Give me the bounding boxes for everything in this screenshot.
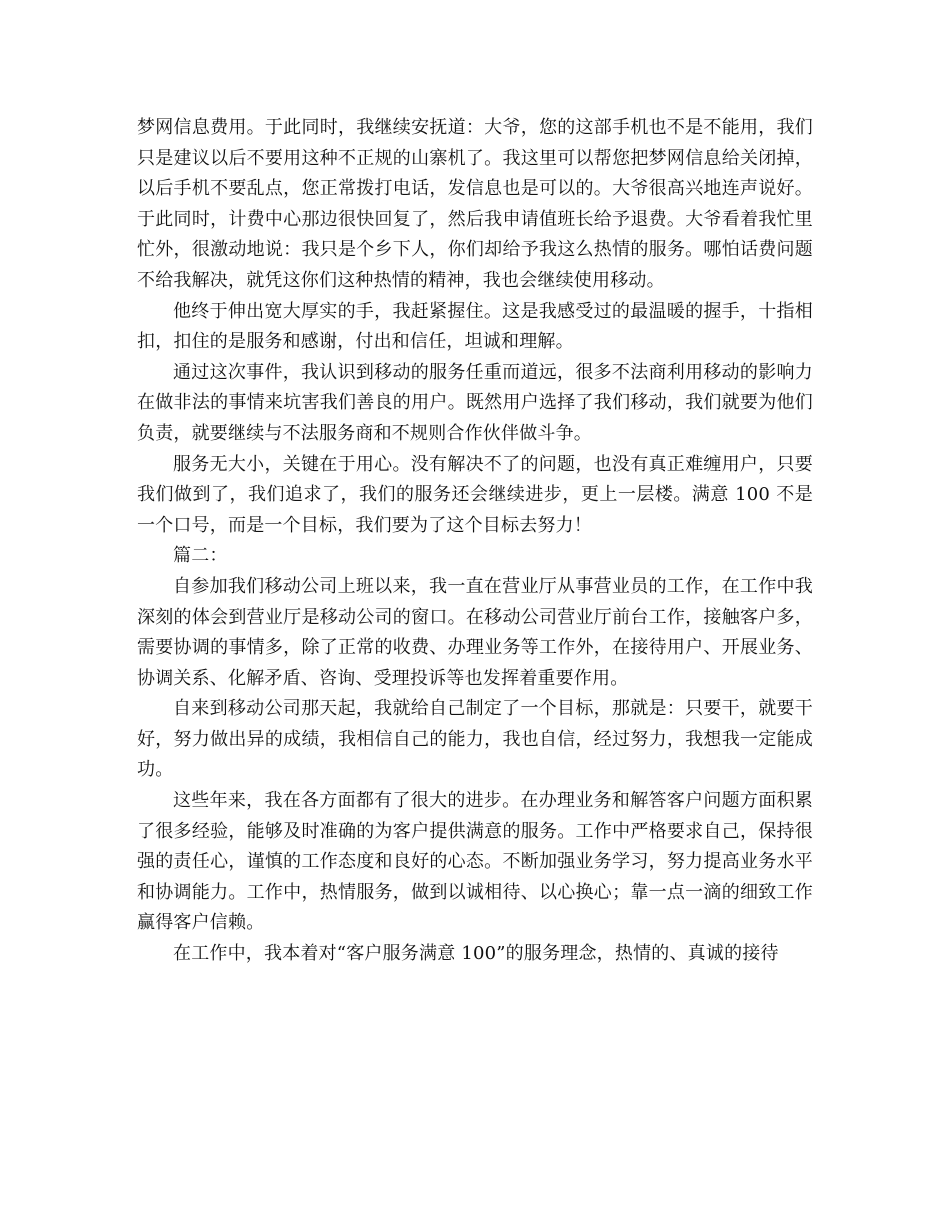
section-heading: 篇二：: [173, 545, 228, 567]
paragraph-6: 自来到移动公司那天起，我就给自己制定了一个目标，那就是：只要干，就要干好，努力做出异的成绩，我相信自己的能力，我也自信，经过努力，我想我一定能成功。: [137, 698, 813, 781]
paragraph-5: 自参加我们移动公司上班以来，我一直在营业厅从事营业员的工作，在工作中我深刻的体会到营业厅是移动公司的窗口。在移动公司营业厅前台工作，接触客户多，需要协调的事情多，除了正常的收费、办理业务等工作外，在接待用户、开展业务、协调关系、化解矛盾、咨询、受理投诉等也发挥着重要作用。: [137, 575, 813, 689]
paragraph-3: 通过这次事件，我认识到移动的服务任重而道远，很多不法商利用移动的影响力在做非法的事情来坑害我们善良的用户。既然用户选择了我们移动，我们就要为他们负责，就要继续与不法服务商和不规则合作伙伴做斗争。: [137, 361, 813, 444]
paragraph-2: 他终于伸出宽大厚实的手，我赶紧握住。这是我感受过的最温暖的握手，十指相扣，扣住的是服务和感谢，付出和信任，坦诚和理解。: [137, 300, 813, 353]
paragraph-4: 服务无大小，关键在于用心。没有解决不了的问题，也没有真正难缠用户，只要我们做到了，我们追求了，我们的服务还会继续进步，更上一层楼。满意 100 不是一个口号，而是一个目标，我们要为了这个目标去努力！: [137, 453, 813, 536]
paragraph-8: 在工作中，我本着对“客户服务满意 100”的服务理念，热情的、真诚的接待: [173, 943, 779, 965]
paragraph-7: 这些年来，我在各方面都有了很大的进步。在办理业务和解答客户问题方面积累了很多经验，能够及时准确的为客户提供满意的服务。工作中严格要求自己，保持很强的责任心，谨慎的工作态度和良好的心态。不断加强业务学习，努力提高业务水平和协调能力。工作中，热情服务，做到以诚相待、以心换心；靠一点一滴的细致工作赢得客户信赖。: [137, 790, 813, 934]
paragraph-1: 梦网信息费用。于此同时，我继续安抚道：大爷，您的这部手机也不是不能用，我们只是建议以后不要用这种不正规的山寨机了。我这里可以帮您把梦网信息给关闭掉，以后手机不要乱点，您正常拨打电话，发信息也是可以的。大爷很高兴地连声说好。于此同时，计费中心那边很快回复了，然后我申请值班长给予退费。大爷看着我忙里忙外，很激动地说：我只是个乡下人，你们却给予我这么热情的服务。哪怕话费问题不给我解决，就凭这你们这种热情的精神，我也会继续使用移动。: [137, 117, 813, 291]
